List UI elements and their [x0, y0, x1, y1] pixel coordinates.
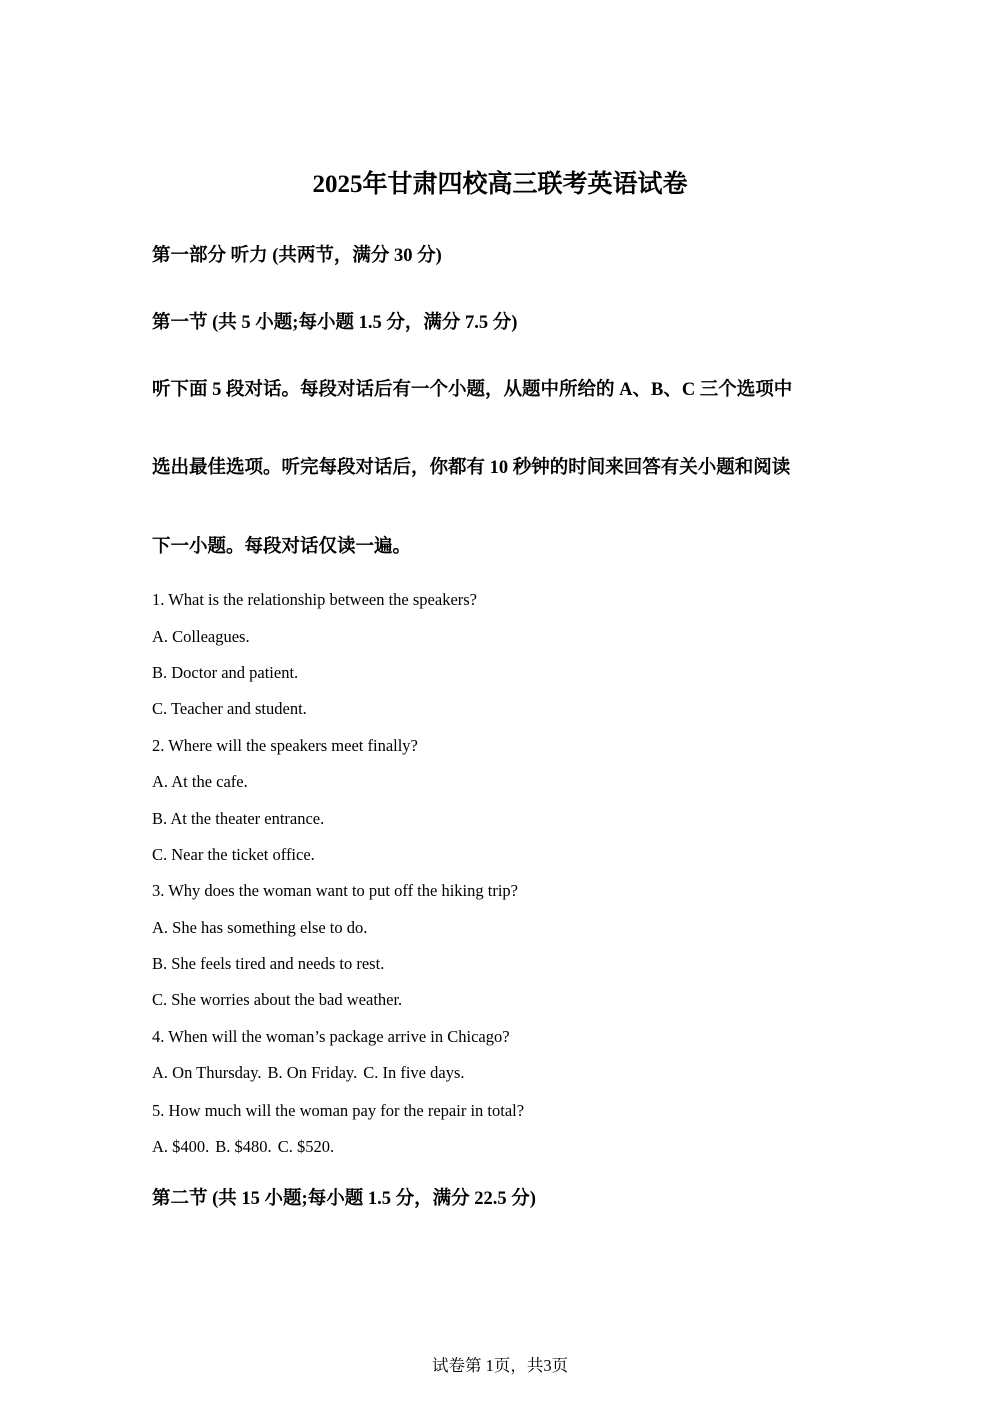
answer-option: B. On Friday.	[267, 1063, 358, 1082]
instruction-line: 选出最佳选项。听完每段对话后，你都有 10 秒钟的时间来回答有关小题和阅读	[152, 458, 791, 478]
answer-option: C. In five days.	[363, 1063, 465, 1082]
answer-option: C. $520.	[277, 1137, 335, 1156]
answer-option: A. At the cafe.	[152, 772, 248, 791]
instruction-line: 听下面 5 段对话。每段对话后有一个小题，从题中所给的 A、B、C 三个选项中	[152, 380, 793, 400]
question-stem: 4. When will the woman’s package arrive in Chicago?	[152, 1027, 510, 1046]
section-two-heading: 第二节 (共 15 小题;每小题 1.5 分，满分 22.5 分)	[152, 1189, 536, 1209]
exam-title: 2025年甘肃四校高三联考英语试卷	[312, 171, 688, 198]
answer-option: A. $400.	[152, 1137, 210, 1156]
answer-options-row	[152, 1136, 334, 1158]
answer-option: A. She has something else to do.	[152, 918, 368, 937]
question-stem: 3. Why does the woman want to put off the hiking trip?	[152, 881, 518, 900]
answer-option: B. Doctor and patient.	[152, 663, 299, 682]
section-one-heading: 第一节 (共 5 小题;每小题 1.5 分，满分 7.5 分)	[152, 313, 518, 333]
answer-option: A. On Thursday.	[152, 1063, 262, 1082]
answer-option: B. $480.	[215, 1137, 272, 1156]
answer-option: C. Near the ticket office.	[152, 845, 315, 864]
answer-option: C. She worries about the bad weather.	[152, 990, 403, 1009]
part-one-heading: 第一部分 听力 (共两节，满分 30 分)	[152, 246, 442, 266]
answer-options-row	[152, 1062, 465, 1084]
answer-option: A. Colleagues.	[152, 627, 250, 646]
question-stem: 5. How much will the woman pay for the repair in total?	[152, 1101, 525, 1120]
page-footer: 试卷第 1页，共3页	[431, 1356, 569, 1375]
instruction-line: 下一小题。每段对话仅读一遍。	[152, 537, 412, 557]
question-stem: 1. What is the relationship between the speakers?	[152, 590, 478, 609]
answer-option: B. At the theater entrance.	[152, 809, 325, 828]
answer-option: C. Teacher and student.	[152, 699, 307, 718]
question-stem: 2. Where will the speakers meet finally?	[152, 736, 418, 755]
answer-option: B. She feels tired and needs to rest.	[152, 954, 385, 973]
